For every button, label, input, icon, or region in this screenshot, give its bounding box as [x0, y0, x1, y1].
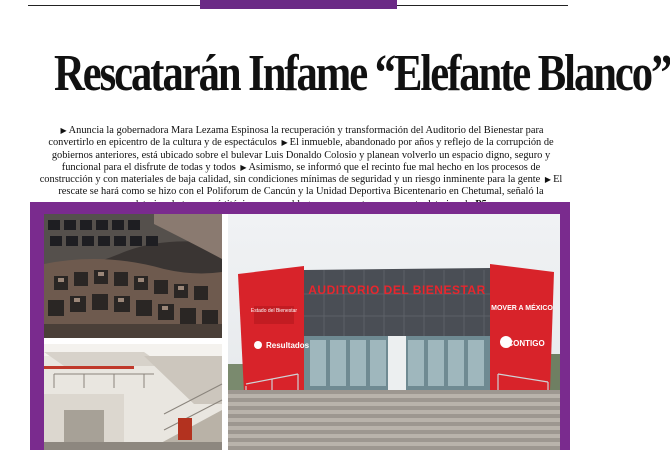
lead-item: El rescate se hará como se hizo con el Poliforum de Cancún y la Unidad Deportiva Bicentenario en Chetumal, señaló la [58, 174, 563, 198]
right-panel-mid: CONTIGO [507, 339, 545, 348]
bullet-arrow-icon: ▶ [240, 162, 247, 172]
photo-collage [44, 214, 560, 450]
headline: Rescatarán Infame “Elefante Blanco” [54, 45, 670, 102]
lead-item: El inmueble, abandonado por años y reflejo de la corrupción de gobiernos anteriores, está ubicado sobre el bulevar Luis Donaldo Colosio y planean volverlo un espacio digno, seguro y funcional para el disfrute de todas y todos [51, 137, 554, 173]
bullet-arrow-icon: ▶ [281, 138, 288, 148]
bullet-arrow-icon: ▶ [60, 126, 67, 135]
photo-stairwell [44, 344, 222, 450]
left-panel-mid: Resultados [266, 341, 310, 350]
top-rule [0, 0, 600, 14]
section-tab [200, 0, 397, 9]
bullet-arrow-icon: ▶ [544, 175, 552, 185]
lead-item: Anuncia la gobernadora Mara Lezama Espinosa la recuperación y transformación del Auditorio del Bienestar para convertirlo en epicentro de la cultura y de espectáculos [48, 125, 544, 149]
photo-auditorium [228, 214, 560, 450]
left-panel-top: Estado del Bienestar [250, 308, 298, 314]
photo-damaged-seats [44, 214, 222, 338]
building-sign: AUDITORIO DEL BIENESTAR [308, 283, 486, 297]
lead-paragraph [36, 125, 566, 211]
lead-item: Asimismo, se informó que el recinto fue mal hecho en los procesos de construcción y con materiales de baja calidad, sin condiciones mínimas de seguridad y un riesgo inminente para la gente [39, 161, 541, 186]
right-panel-top: MOVER A MÉXICO [491, 305, 553, 312]
